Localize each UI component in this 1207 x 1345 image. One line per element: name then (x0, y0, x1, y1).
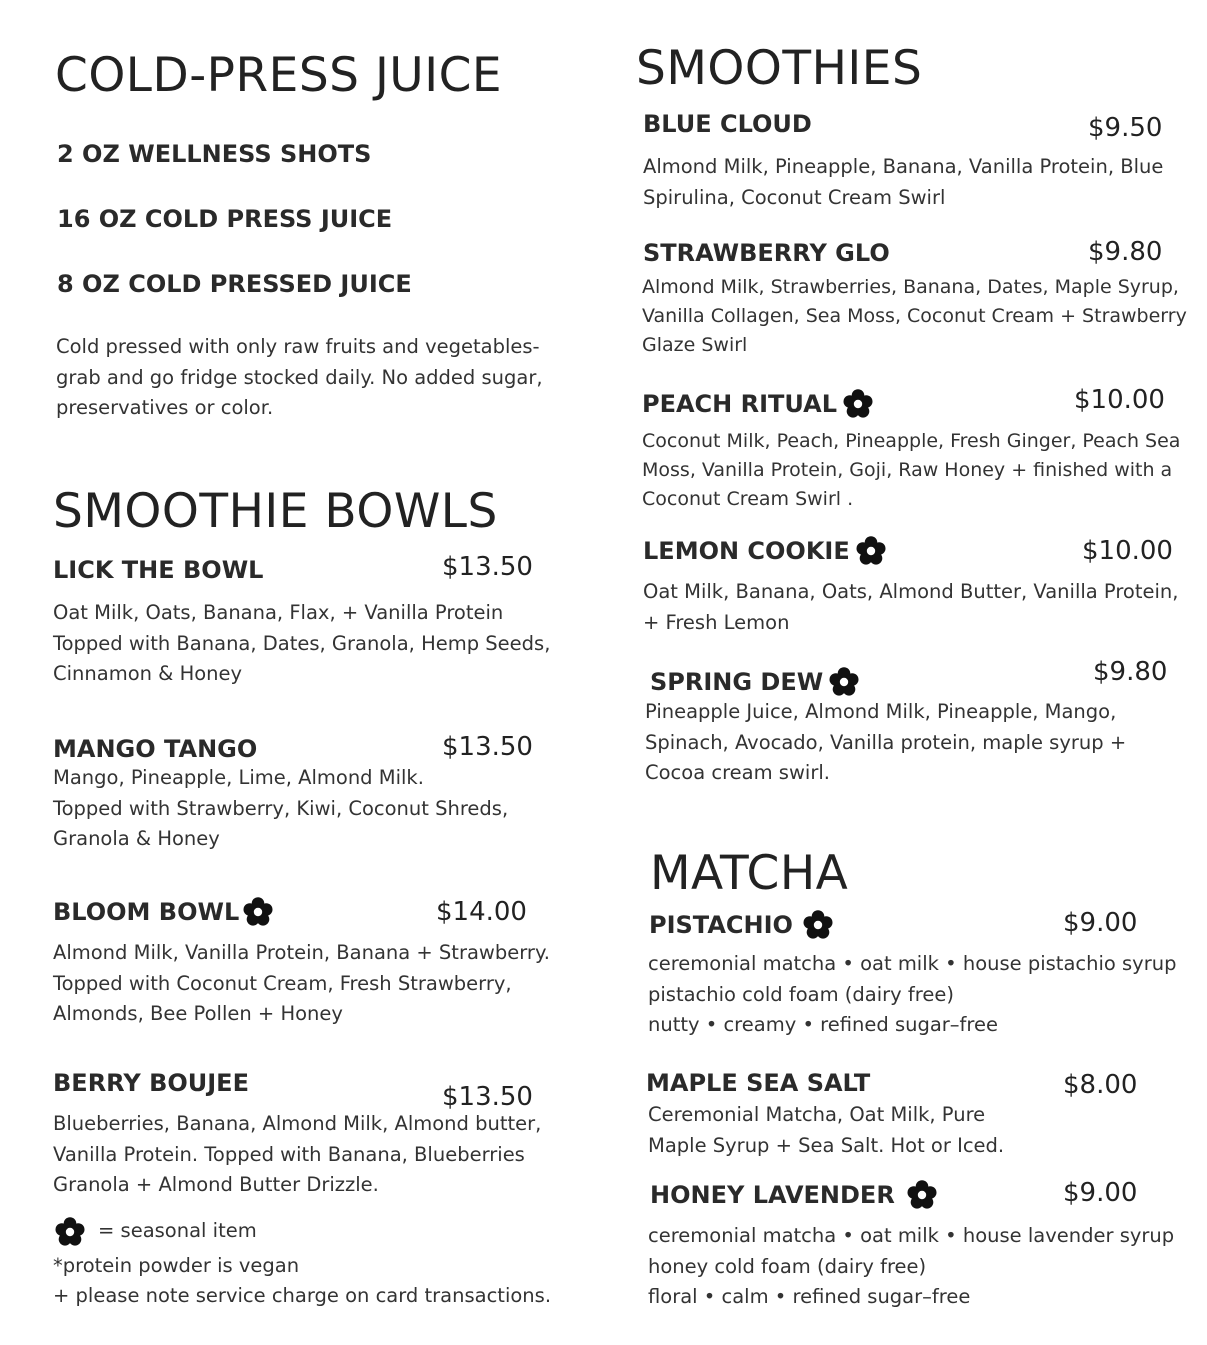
smoothie-item-peach-ritual (642, 389, 873, 419)
matcha-name-pistachio: PISTACHIO (649, 911, 793, 939)
bowl-desc-berry-boujee: Blueberries, Banana, Almond Milk, Almond butter, Vanilla Protein. Topped with Banana, Blueberries Granola + Almond Butter Drizzle. (53, 1112, 542, 1196)
flower-icon (55, 1217, 85, 1247)
smoothie-price-lemon-cookie: $10.00 (1082, 536, 1173, 566)
smoothie-item-lemon-cookie (643, 536, 886, 566)
matcha-desc-honey-lavender: ceremonial matcha • oat milk • house lavender syrup honey cold foam (dairy free) floral • calm • refined sugar–free (648, 1224, 1175, 1308)
matcha-item-pistachio (649, 910, 833, 940)
matcha-price-honey-lavender: $9.00 (1063, 1178, 1138, 1208)
flower-icon (843, 389, 873, 419)
flower-icon (243, 897, 273, 927)
bowl-name-lick-the-bowl: LICK THE BOWL (53, 556, 264, 584)
smoothie-desc-lemon-cookie: Oat Milk, Banana, Oats, Almond Butter, Vanilla Protein, + Fresh Lemon (643, 580, 1179, 634)
protein-note: *protein powder is vegan (53, 1254, 300, 1277)
matcha-name-honey-lavender: HONEY LAVENDER (650, 1181, 895, 1209)
bowl-desc-mango-tango: Mango, Pineapple, Lime, Almond Milk. Topped with Strawberry, Kiwi, Coconut Shreds, Granola & Honey (53, 766, 509, 850)
smoothie-bowls-title: SMOOTHIE BOWLS (53, 484, 498, 539)
bowl-name-mango-tango: MANGO TANGO (53, 735, 258, 763)
smoothie-price-spring-dew: $9.80 (1093, 657, 1168, 687)
flower-icon (907, 1180, 937, 1210)
smoothie-price-strawberry-glo: $9.80 (1088, 237, 1163, 267)
smoothie-name-spring-dew: SPRING DEW (650, 668, 824, 696)
bowl-name-bloom-bowl: BLOOM BOWL (53, 898, 240, 926)
matcha-item-honey-lavender (650, 1180, 937, 1210)
matcha-price-pistachio: $9.00 (1063, 908, 1138, 938)
bowl-desc-lick-the-bowl: Oat Milk, Oats, Banana, Flax, + Vanilla Protein Topped with Banana, Dates, Granola, Hemp Seeds, Cinnamon & Honey (53, 601, 551, 685)
flower-icon (829, 667, 859, 697)
bowl-item-bloom-bowl (53, 897, 273, 927)
flower-icon (856, 536, 886, 566)
smoothie-price-blue-cloud: $9.50 (1088, 113, 1163, 143)
seasonal-legend: = seasonal item (98, 1219, 257, 1242)
smoothie-desc-spring-dew: Pineapple Juice, Almond Milk, Pineapple, Mango, Spinach, Avocado, Vanilla protein, maple syrup + Cocoa cream swirl. (645, 700, 1127, 784)
matcha-name-maple-sea-salt: MAPLE SEA SALT (646, 1069, 871, 1097)
smoothie-price-peach-ritual: $10.00 (1074, 385, 1165, 415)
matcha-price-maple-sea-salt: $8.00 (1063, 1070, 1138, 1100)
wellness-shots-item: 2 OZ WELLNESS SHOTS (57, 140, 372, 168)
cold-press-description: Cold pressed with only raw fruits and vegetables- grab and go fridge stocked daily. No added sugar, preservatives or color. (56, 335, 543, 419)
flower-icon (803, 910, 833, 940)
matcha-title: MATCHA (650, 846, 849, 901)
smoothies-title: SMOOTHIES (636, 41, 923, 96)
bowl-price-lick-the-bowl: $13.50 (442, 552, 533, 582)
smoothie-name-peach-ritual: PEACH RITUAL (642, 390, 838, 418)
smoothie-item-spring-dew (650, 667, 859, 697)
cold-press-16oz-item: 16 OZ COLD PRESS JUICE (57, 205, 393, 233)
smoothie-name-blue-cloud: BLUE CLOUD (643, 110, 812, 138)
smoothie-name-strawberry-glo: STRAWBERRY GLO (643, 239, 890, 267)
bowl-desc-bloom-bowl: Almond Milk, Vanilla Protein, Banana + Strawberry. Topped with Coconut Cream, Fresh Strawberry, Almonds, Bee Pollen + Honey (53, 941, 550, 1025)
service-charge-note: + please note service charge on card transactions. (53, 1284, 552, 1307)
matcha-desc-maple-sea-salt: Ceremonial Matcha, Oat Milk, Pure Maple Syrup + Sea Salt. Hot or Iced. (648, 1103, 1005, 1157)
smoothie-desc-peach-ritual: Coconut Milk, Peach, Pineapple, Fresh Ginger, Peach Sea Moss, Vanilla Protein, Goji, Raw Honey + finished with a Coconut Cream Swirl . (642, 430, 1181, 510)
smoothie-desc-strawberry-glo: Almond Milk, Strawberries, Banana, Dates, Maple Syrup, Vanilla Collagen, Sea Moss, Coconut Cream + Strawberry Glaze Swirl (642, 276, 1187, 356)
bowl-price-bloom-bowl: $14.00 (436, 897, 527, 927)
bowl-name-berry-boujee: BERRY BOUJEE (53, 1069, 249, 1097)
matcha-desc-pistachio: ceremonial matcha • oat milk • house pistachio syrup pistachio cold foam (dairy free) nutty • creamy • refined sugar–free (648, 952, 1177, 1036)
bowl-price-mango-tango: $13.50 (442, 732, 533, 762)
bowl-price-berry-boujee: $13.50 (442, 1082, 533, 1112)
smoothie-desc-blue-cloud: Almond Milk, Pineapple, Banana, Vanilla Protein, Blue Spirulina, Coconut Cream Swirl (643, 155, 1164, 209)
smoothie-name-lemon-cookie: LEMON COOKIE (643, 537, 850, 565)
cold-press-8oz-item: 8 OZ COLD PRESSED JUICE (57, 270, 412, 298)
cold-press-title: COLD-PRESS JUICE (55, 48, 503, 103)
